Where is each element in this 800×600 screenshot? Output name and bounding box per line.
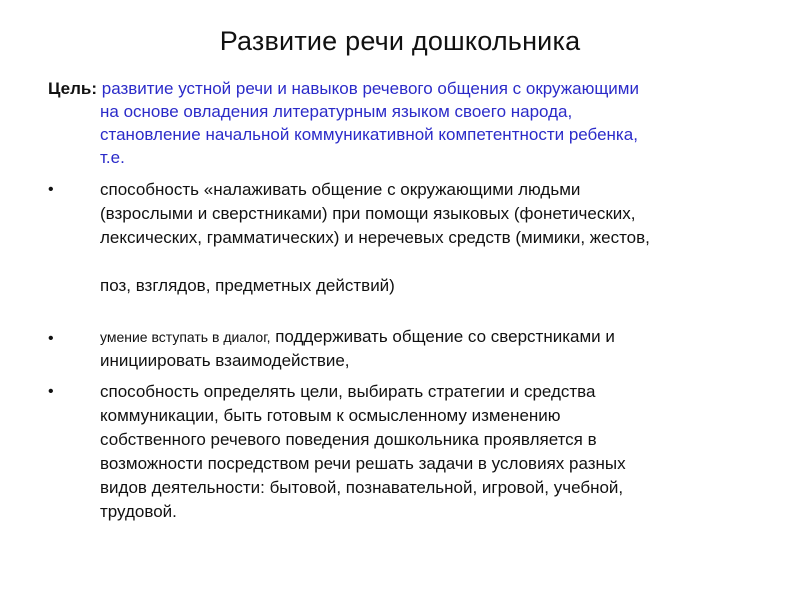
bullet-marker: • (48, 330, 54, 347)
bullet-item-goals (100, 380, 780, 524)
bullet-line: трудовой. (100, 502, 177, 521)
bullet-item-communication (100, 178, 780, 298)
bullet-line: видов деятельности: бытовой, познавательной, игровой, учебной, (100, 478, 624, 497)
bullet-line: способность «налаживать общение с окружающими людьми (100, 180, 581, 199)
bullet-small-prefix: умение вступать в диалог, (100, 329, 271, 345)
bullet-line: поз, взглядов, предметных действий) (100, 276, 395, 295)
goal-line: развитие устной речи и навыков речевого общения с окружающими (101, 79, 639, 98)
goal-label: Цель: (48, 79, 97, 98)
goal-line: становление начальной коммуникативной компетентности ребенка, (100, 125, 638, 144)
bullet-line (100, 250, 780, 274)
bullet-line: коммуникации, быть готовым к осмысленному изменению (100, 406, 561, 425)
goal-line: на основе овладения литературным языком своего народа, (100, 102, 573, 121)
bullet-line: собственного речевого поведения дошкольника проявляется в (100, 430, 597, 449)
bullet-line-rest: поддерживать общение со сверстниками и (270, 327, 615, 346)
bullet-line: (взрослыми и сверстниками) при помощи языковых (фонетических, (100, 204, 636, 223)
slide-title: Развитие речи дошкольника (219, 26, 581, 56)
bullet-marker: • (48, 383, 54, 400)
bullet-line: инициировать взаимодействие, (100, 351, 350, 370)
bullet-line: возможности посредством речи решать задачи в условиях разных (100, 454, 626, 473)
bullet-marker: • (48, 181, 54, 198)
goal-line: т.е. (100, 148, 125, 167)
bullet-line: способность определять цели, выбирать стратегии и средства (100, 382, 596, 401)
bullet-line: лексических, грамматических) и неречевых средств (мимики, жестов, (100, 228, 650, 247)
goal-paragraph (48, 77, 768, 169)
bullet-line (100, 325, 780, 349)
bullet-item-dialog (100, 325, 780, 373)
